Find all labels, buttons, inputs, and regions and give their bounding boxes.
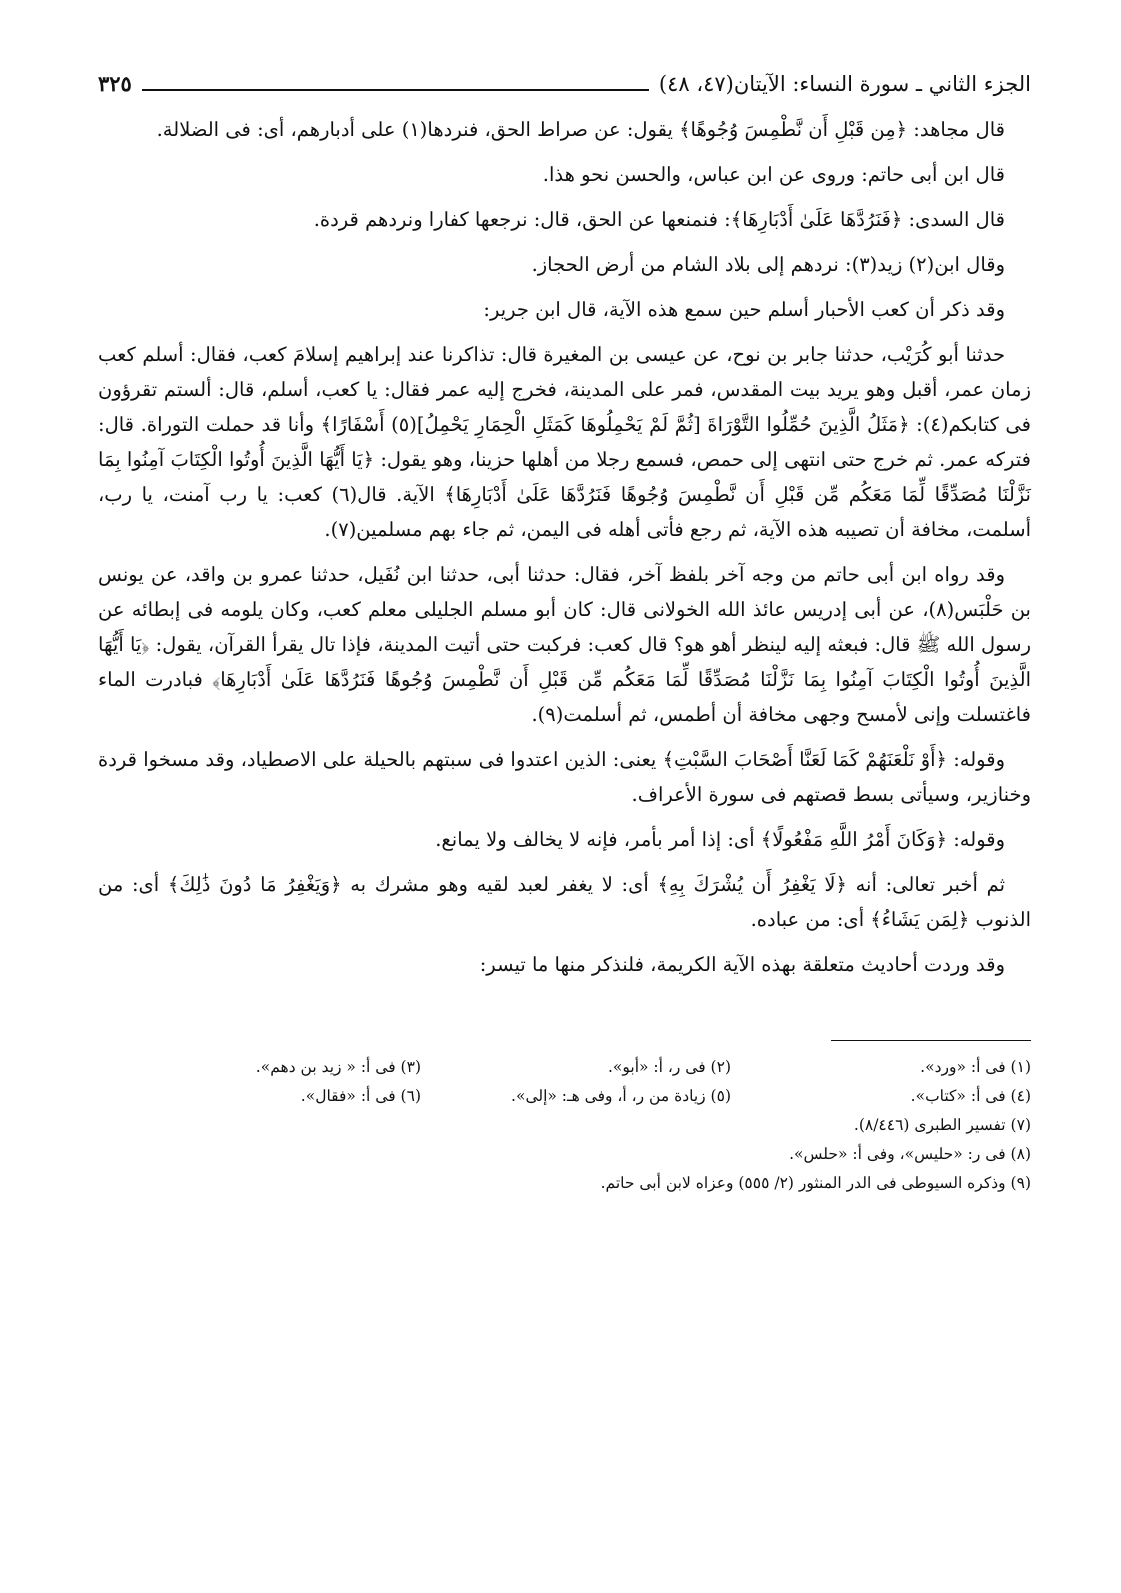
paragraph-kaab-intro: وقد ذكر أن كعب الأحبار أسلم حين سمع هذه الآية، قال ابن جرير: — [483, 298, 1005, 321]
footnote-row — [98, 1053, 1031, 1082]
main-text — [98, 112, 1031, 982]
paragraph-amr-allah: وقوله: ﴿وَكَانَ أَمْرُ اللَّهِ مَفْعُولًا﴾ أى: إذا أمر بأمر، فإنه لا يخالف ولا يمانع. — [435, 828, 1005, 851]
footnote-3: (٣) فى أ: « زيد بن دهم». — [255, 1058, 421, 1076]
paragraph-ibn-abi-hatim: قال ابن أبى حاتم: وروى عن ابن عباس، والحسن نحو هذا. — [542, 163, 1005, 186]
header-rule — [142, 89, 649, 91]
footnote-5: (٥) زيادة من ر، أ، وفى هـ: «إلى». — [511, 1087, 731, 1105]
paragraph-no-forgiveness-shirk: ثم أخبر تعالى: أنه ﴿لَا يَغْفِرُ أَن يُشْرَكَ بِهِ﴾ أى: لا يغفر لعبد لقيه وهو مشرك به ﴿وَيَغْفِرُ مَا دُونَ ذَٰلِكَ﴾ أى: من الذنوب ﴿لِمَن يَشَاءُ﴾ أى: من عباده. — [98, 873, 1031, 931]
footnote-4: (٤) فى أ: «كتاب». — [910, 1087, 1031, 1105]
running-header — [98, 70, 1031, 98]
running-title: الجزء الثاني ـ سورة النساء: الآيتان(٤٧، ٤٨) — [658, 72, 1031, 96]
paragraph-mujahid: قال مجاهد: ﴿مِن قَبْلِ أَن نَّطْمِسَ وُجُوهًا﴾ يقول: عن صراط الحق، فنردها(١) على أدبارهم، أى: فى الضلالة. — [156, 118, 1005, 141]
footnote-8: (٨) فى ر: «حليس»، وفى أ: «حلس». — [789, 1145, 1031, 1163]
paragraph-hadith-intro: وقد وردت أحاديث متعلقة بهذه الآية الكريمة، فلنذكر منها ما تيسر: — [479, 953, 1005, 976]
footnote-7: (٧) تفسير الطبرى (٨/٤٤٦). — [853, 1116, 1031, 1134]
paragraph-abu-kurayb-narration: حدثنا أبو كُرَيْب، حدثنا جابر بن نوح، عن عيسى بن المغيرة قال: تذاكرنا عند إبراهيم إسلامَ كعب، فقال: أسلم كعب زمان عمر، أقبل وهو يريد بيت المقدس، فمر على المدينة، فخرج إليه عمر فقال: يا كعب، أسلم، قال: ألستم تقرؤون فى كتابكم(٤): ﴿مَثَلُ الَّذِينَ حُمِّلُوا التَّوْرَاةَ [ثُمَّ لَمْ يَحْمِلُوهَا كَمَثَلِ الْحِمَارِ يَحْمِلُ](٥) أَسْفَارًا﴾ وأنا قد حملت التوراة. قال: فتركه عمر. ثم خرج حتى انتهى إلى حمص، فسمع رجلا من أهلها حزينا، وهو يقول: ﴿يَا أَيُّهَا الَّذِينَ أُوتُوا الْكِتَابَ آمِنُوا بِمَا نَزَّلْنَا مُصَدِّقًا لِّمَا مَعَكُم مِّن قَبْلِ أَن نَّطْمِسَ وُجُوهًا فَنَرُدَّهَا عَلَىٰ أَدْبَارِهَا﴾ الآية. قال(٦) كعب: يا رب آمنت، يا رب، أسلمت، مخافة أن تصيبه هذه الآية، ثم رجع فأتى أهله فى اليمن، ثم جاء بهم مسلمين(٧). — [98, 343, 1031, 541]
footnote-6: (٦) فى أ: «فقال». — [300, 1087, 421, 1105]
paragraph-second-narration: وقد رواه ابن أبى حاتم من وجه آخر بلفظ آخر، فقال: حدثنا أبى، حدثنا ابن نُفَيل، حدثنا عمرو بن واقد، عن يونس بن حَلْبَس(٨)، عن أبى إدريس عائذ الله الخولانى قال: كان أبو مسلم الجليلى معلم كعب، وكان يلومه فى إبطائه عن رسول الله ﷺ قال: فبعثه إليه لينظر أهو هو؟ قال كعب: فركبت حتى أتيت المدينة، فإذا تال يقرأ القرآن، يقول: ﴿يَا أَيُّهَا الَّذِينَ أُوتُوا الْكِتَابَ آمِنُوا بِمَا نَزَّلْنَا مُصَدِّقًا لِّمَا مَعَكُم مِّن قَبْلِ أَن نَّطْمِسَ وُجُوهًا فَنَرُدَّهَا عَلَىٰ أَدْبَارِهَا﴾ فبادرت الماء فاغتسلت وإنى لأمسح وجهى مخافة أن أطمس، ثم أسلمت(٩). — [98, 563, 1031, 726]
footnote-row — [98, 1082, 1031, 1111]
page-number: ٣٢٥ — [98, 71, 132, 96]
footnotes — [98, 1053, 1031, 1198]
footnote-rule — [831, 1040, 1031, 1041]
paragraph-sabbath: وقوله: ﴿أَوْ نَلْعَنَهُمْ كَمَا لَعَنَّا أَصْحَابَ السَّبْتِ﴾ يعنى: الذين اعتدوا فى سبتهم بالحيلة على الاصطياد، وقد مسخوا قردة وخنازير، وسيأتى بسط قصتهم فى سورة الأعراف. — [98, 748, 1031, 806]
footnote-9: (٩) وذكره السيوطى فى الدر المنثور (٢/ ٥٥٥) وعزاه لابن أبى حاتم. — [600, 1174, 1031, 1192]
paragraph-ibn-zayd: وقال ابن(٢) زيد(٣): نردهم إلى بلاد الشام من أرض الحجاز. — [531, 253, 1005, 276]
footnote-1: (١) فى أ: «ورد». — [920, 1058, 1031, 1076]
footnote-2: (٢) فى ر، أ: «أبو». — [607, 1058, 731, 1076]
paragraph-suddi: قال السدى: ﴿فَنَرُدَّهَا عَلَىٰ أَدْبَارِهَا﴾: فنمنعها عن الحق، قال: نرجعها كفارا ونردهم قردة. — [313, 208, 1005, 231]
